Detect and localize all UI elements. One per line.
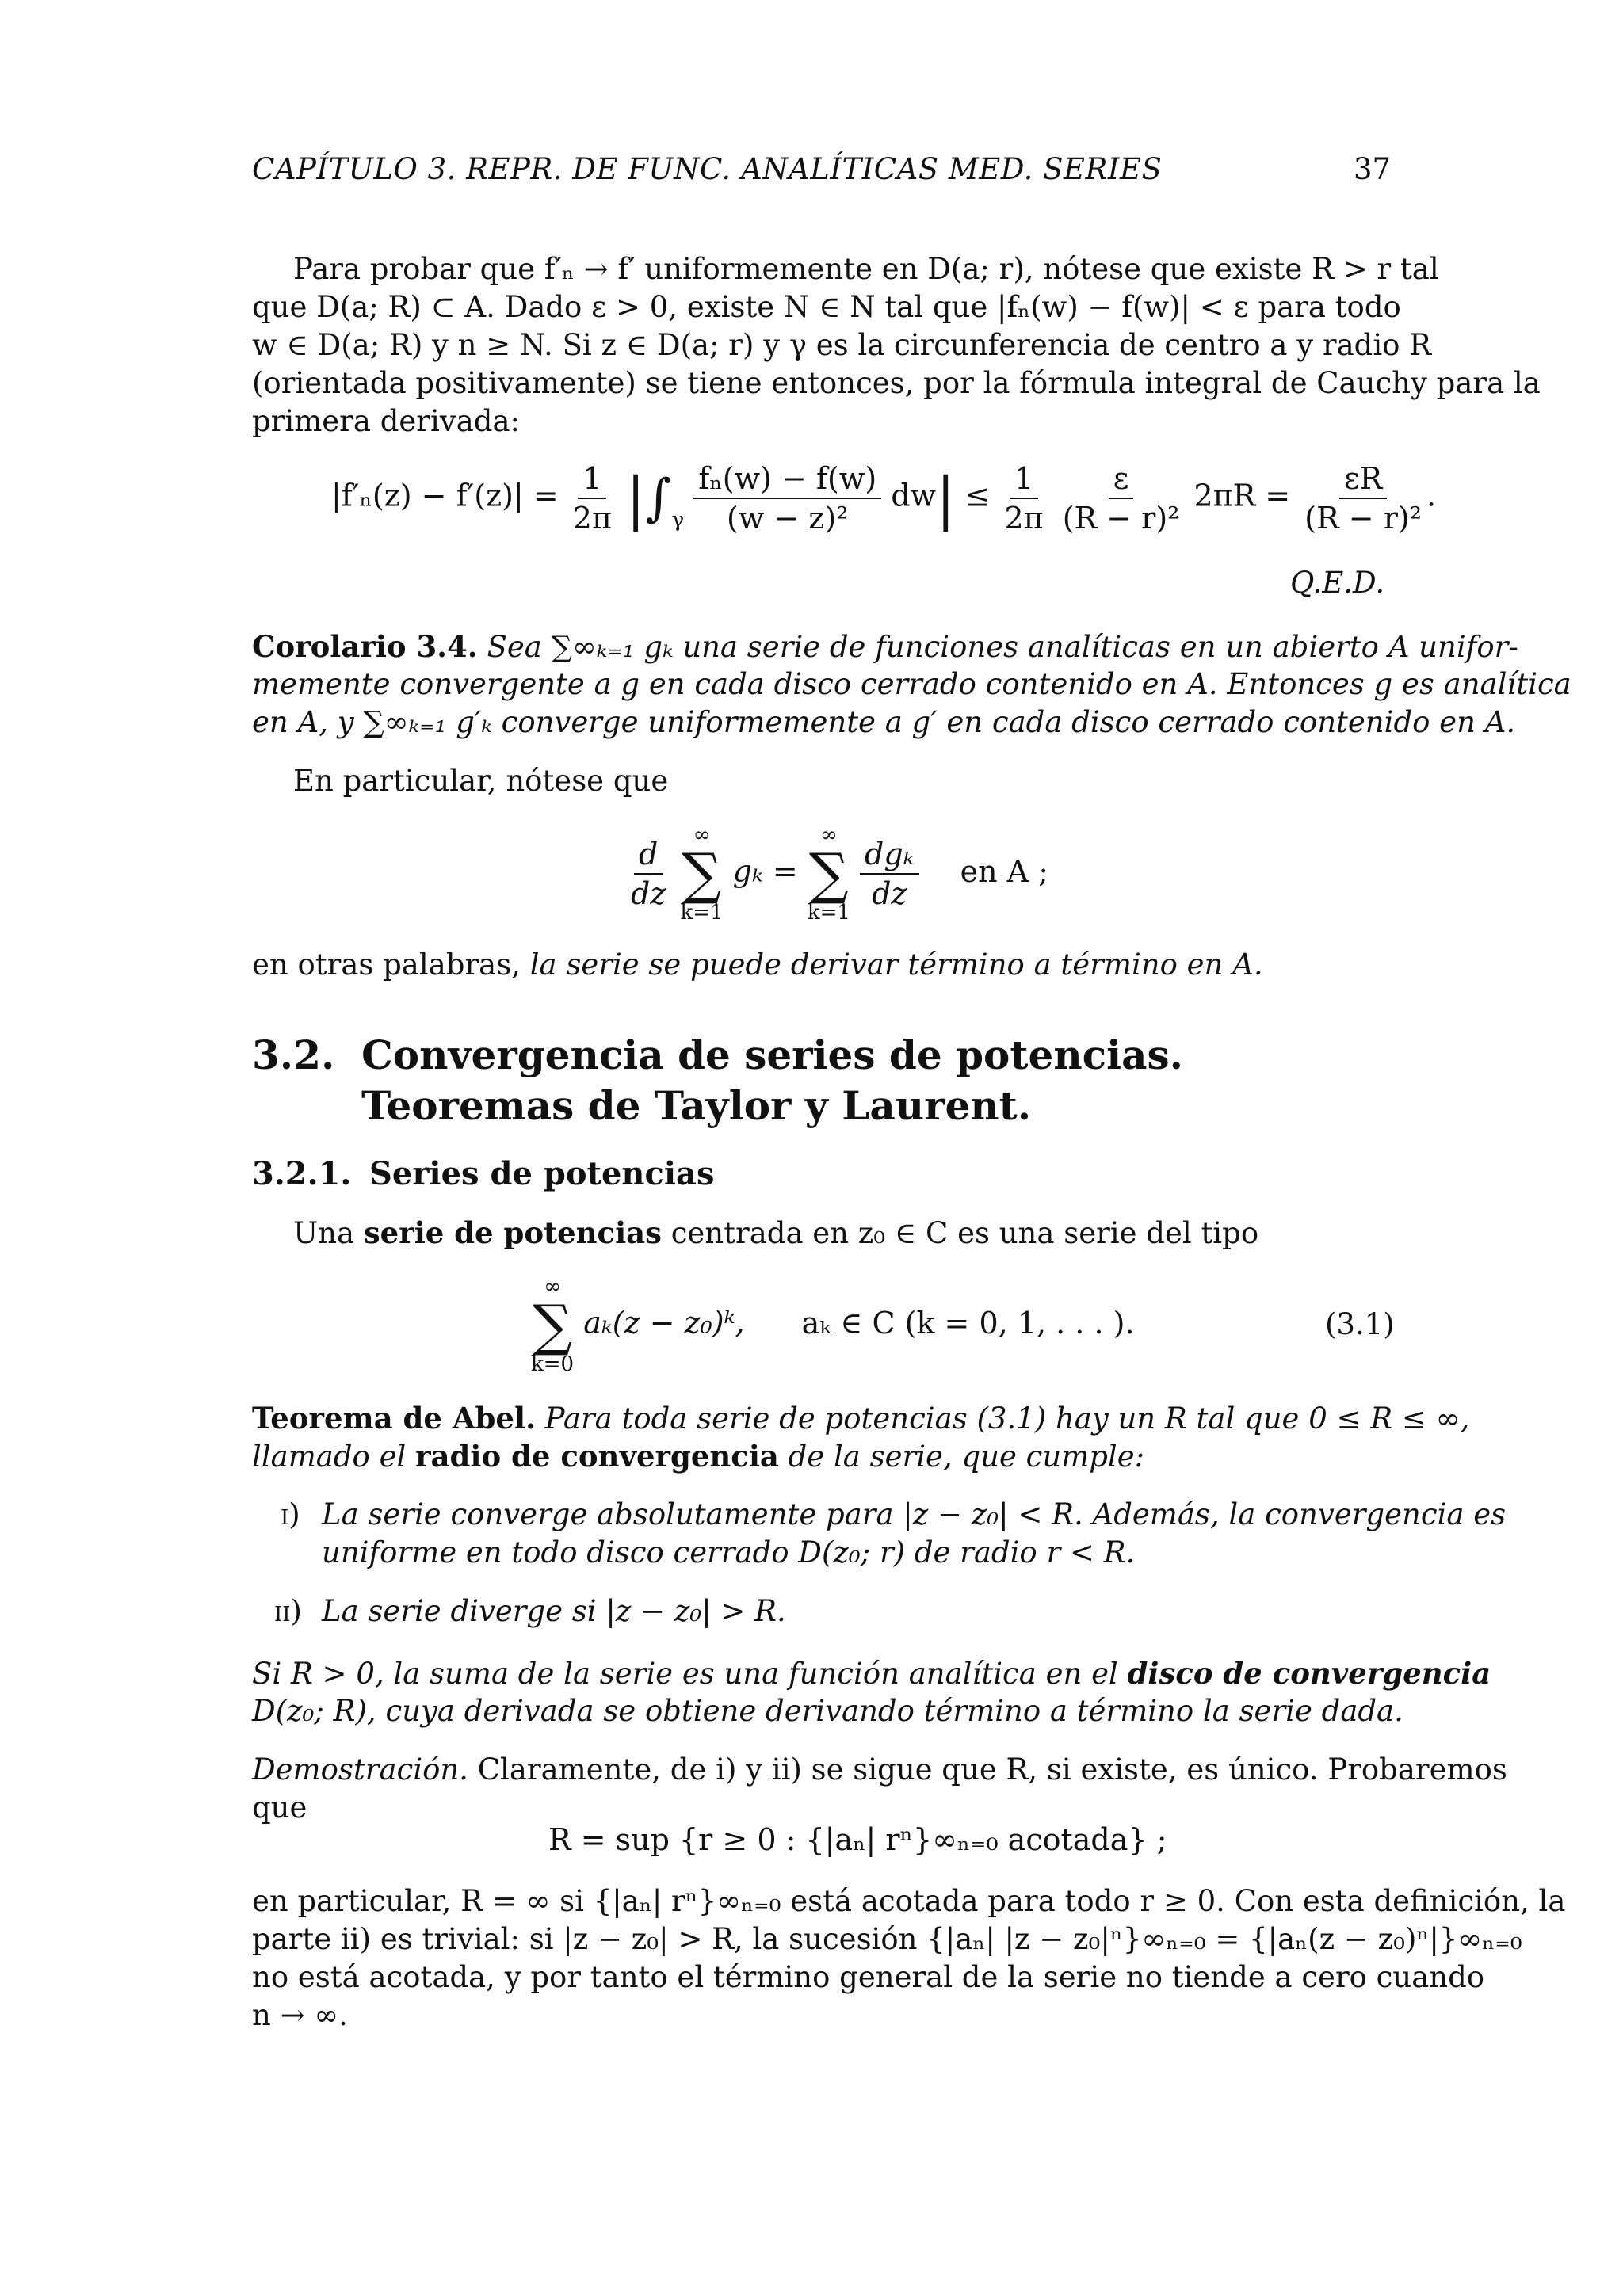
eq2-d-dz (626, 837, 670, 911)
eq2-sum2-bottom: k=1 (807, 901, 850, 925)
demo-line1-rest: Claramente, de i) y ii) se sigue que R, si existe, es único. Probaremos (477, 1753, 1507, 1787)
eq2-dgk-dz (860, 837, 919, 911)
eq1-integral-sign: ∫ (645, 469, 672, 528)
radius-sup-equation: R = sup {r ≥ 0 : {|aₙ| rⁿ}∞ₙ₌₀ acotada} ; (548, 1822, 1167, 1857)
proof-line-3: w ∈ D(a; R) y n ≥ N. Si z ∈ D(a; r) y γ es la circunferencia de centro a y radio R (252, 328, 1432, 362)
eq2-gk: gₖ = (732, 853, 798, 889)
eq1-frac2 (999, 461, 1048, 536)
section-number: 3.2. (252, 1032, 335, 1078)
abel-line-1 (252, 1399, 1470, 1438)
eq3-sum-top: ∞ (544, 1275, 561, 1299)
other-words-italic: la serie se puede derivar término a término en A. (529, 948, 1263, 982)
other-words-line (252, 946, 1263, 984)
eq2-sum1-top: ∞ (693, 823, 711, 847)
section-title-line-1: Convergencia de series de potencias. (361, 1032, 1184, 1078)
abel-line2-bold: radio de convergencia (415, 1439, 779, 1474)
corollary-text-1: Sea ∑∞ₖ₌₁ gₖ una serie de funciones analíticas en un abierto A unifor- (487, 630, 1518, 664)
eq1-lhs: |f′ₙ(z) − f′(z)| = (331, 478, 559, 513)
cauchy-estimate-equation (331, 461, 1436, 536)
eq1-frac3-num: ε (1109, 461, 1134, 499)
eq1-frac1-num: 1 (578, 461, 606, 499)
section-title-line-2: Teoremas de Taylor y Laurent. (361, 1082, 1032, 1129)
demo-line-2: que (252, 1791, 307, 1825)
demo-after-line-1: en particular, R = ∞ si {|aₙ| rⁿ}∞ₙ₌₀ está acotada para todo r ≥ 0. Con esta definición, la (252, 1884, 1566, 1918)
eq1-frac4-num: εR (1339, 461, 1387, 499)
equation-label-3-1: (3.1) (1325, 1307, 1395, 1341)
corollary-line-3: en A, y ∑∞ₖ₌₁ g′ₖ converge uniformemente a g′ en cada disco cerrado contenido en A. (252, 705, 1516, 739)
demo-after-line-2: parte ii) es trivial: si |z − z₀| > R, la sucesión {|aₙ| |z − z₀|ⁿ}∞ₙ₌₀ = {|aₙ(z − z₀)ⁿ|}∞ₙ₌₀ (252, 1922, 1522, 1956)
analytic-line1-bold: disco de convergencia (1127, 1656, 1491, 1691)
abel-text-1: Para toda serie de potencias (3.1) hay un R tal que 0 ≤ R ≤ ∞, (544, 1402, 1470, 1436)
eq2-in-a: en A ; (960, 853, 1049, 889)
qed-mark: Q.E.D. (1290, 566, 1385, 600)
demo-label: Demostración. (252, 1753, 468, 1787)
eq3-sum-bottom: k=0 (531, 1352, 575, 1376)
proof-line-5: primera derivada: (252, 404, 520, 438)
corollary-line-1 (252, 627, 1518, 666)
corollary-line-2: memente convergente a g en cada disco cerrado contenido en A. Entonces g es analítica (252, 667, 1571, 701)
item-i-line-2: uniforme en todo disco cerrado D(z₀; r) de radio r < R. (322, 1535, 1136, 1569)
eq1-dw: dw (891, 478, 937, 513)
demo-after-line-3: no está acotada, y por tanto el término general de la serie no tiende a cero cuando (252, 1960, 1485, 1994)
subsection-number: 3.2.1. (252, 1155, 352, 1192)
eq1-frac-1-2pi (568, 461, 617, 536)
running-header: CAPÍTULO 3. REPR. DE FUNC. ANALÍTICAS MED. SERIES (252, 152, 1163, 186)
other-words-prefix: en otras palabras, (252, 948, 530, 982)
analytic-line1-prefix: Si R > 0, la suma de la serie es una función analítica en el (252, 1657, 1128, 1691)
item-i-line-1: La serie converge absolutamente para |z − z₀| < R. Además, la convergencia es (322, 1497, 1507, 1531)
intro-suffix: centrada en z₀ ∈ C es una serie del tipo (661, 1216, 1259, 1250)
power-series-equation (531, 1276, 1135, 1375)
eq1-abs-left: | (626, 465, 646, 532)
power-series-intro (293, 1214, 1258, 1253)
eq2-sum1-sym: ∑ (682, 841, 722, 906)
proof-line-4: (orientada positivamente) se tiene entonces, por la fórmula integral de Cauchy para la (252, 366, 1541, 400)
eq2-sum-1 (680, 824, 723, 924)
in-particular-text: En particular, nótese que (293, 764, 669, 798)
eq2-d: d (634, 837, 663, 875)
eq1-integrand-num: fₙ(w) − f(w) (693, 461, 881, 499)
eq2-dz2: dz (872, 876, 907, 911)
abel-line-2 (252, 1437, 1144, 1476)
eq2-sum2-top: ∞ (820, 823, 838, 847)
eq1-frac3 (1058, 461, 1185, 536)
eq1-frac4-den: (R − r)² (1304, 501, 1422, 536)
proof-line-1: Para probar que f′ₙ → f′ uniformemente en D(a; r), nótese que existe R > r tal (293, 252, 1439, 286)
eq1-period: . (1426, 478, 1437, 513)
abel-line2-prefix: llamado el (252, 1440, 416, 1474)
analytic-sum-line-2: D(z₀; R), cuya derivada se obtiene derivando término a término la serie dada. (252, 1694, 1403, 1728)
eq2-sum-2 (808, 824, 850, 924)
eq3-term: aₖ(z − z₀)ᵏ, (583, 1305, 745, 1341)
eq3-sum (531, 1276, 574, 1375)
eq2-dgk: dgₖ (860, 837, 919, 875)
item-ii-line-1: La serie diverge si |z − z₀| > R. (322, 1594, 786, 1628)
eq1-two-pi-r: 2πR = (1193, 478, 1291, 513)
eq1-frac2-den: 2π (1004, 501, 1044, 536)
corollary-label: Corolario 3.4. (252, 629, 478, 664)
eq1-abs-right: | (936, 465, 956, 532)
eq2-sum2-sym: ∑ (808, 841, 849, 906)
page-number: 37 (1354, 152, 1392, 186)
derivative-series-equation (626, 824, 1048, 924)
eq3-condition: aₖ ∈ C (k = 0, 1, . . . ). (801, 1305, 1135, 1341)
proof-line-2: que D(a; R) ⊂ A. Dado ε > 0, existe N ∈ N tal que |fₙ(w) − f(w)| < ε para todo (252, 290, 1401, 324)
eq1-integrand (693, 461, 881, 536)
eq1-frac3-den: (R − r)² (1062, 501, 1180, 536)
intro-prefix: Una (293, 1216, 364, 1250)
eq1-frac4 (1300, 461, 1426, 536)
subsection-title: Series de potencias (369, 1155, 715, 1192)
analytic-sum-line-1 (252, 1654, 1491, 1693)
intro-bold-term: serie de potencias (363, 1215, 662, 1250)
abel-label: Teorema de Abel. (252, 1401, 536, 1436)
eq2-dz: dz (631, 876, 666, 911)
eq1-leq: ≤ (964, 478, 991, 513)
demo-after-line-4: n → ∞. (252, 1998, 348, 2032)
demo-line-1 (252, 1751, 1507, 1789)
eq3-sum-sym: ∑ (533, 1293, 573, 1358)
eq1-frac1-den: 2π (572, 501, 612, 536)
eq2-sum1-bottom: k=1 (680, 901, 724, 925)
eq1-frac2-num: 1 (1010, 461, 1038, 499)
item-ii-marker: ii) (274, 1594, 302, 1628)
eq1-integral-sub: γ (671, 508, 685, 532)
abel-line2-suffix: de la serie, que cumple: (778, 1440, 1145, 1474)
item-i-marker: i) (281, 1497, 300, 1531)
eq1-integrand-den: (w − z)² (727, 501, 849, 536)
